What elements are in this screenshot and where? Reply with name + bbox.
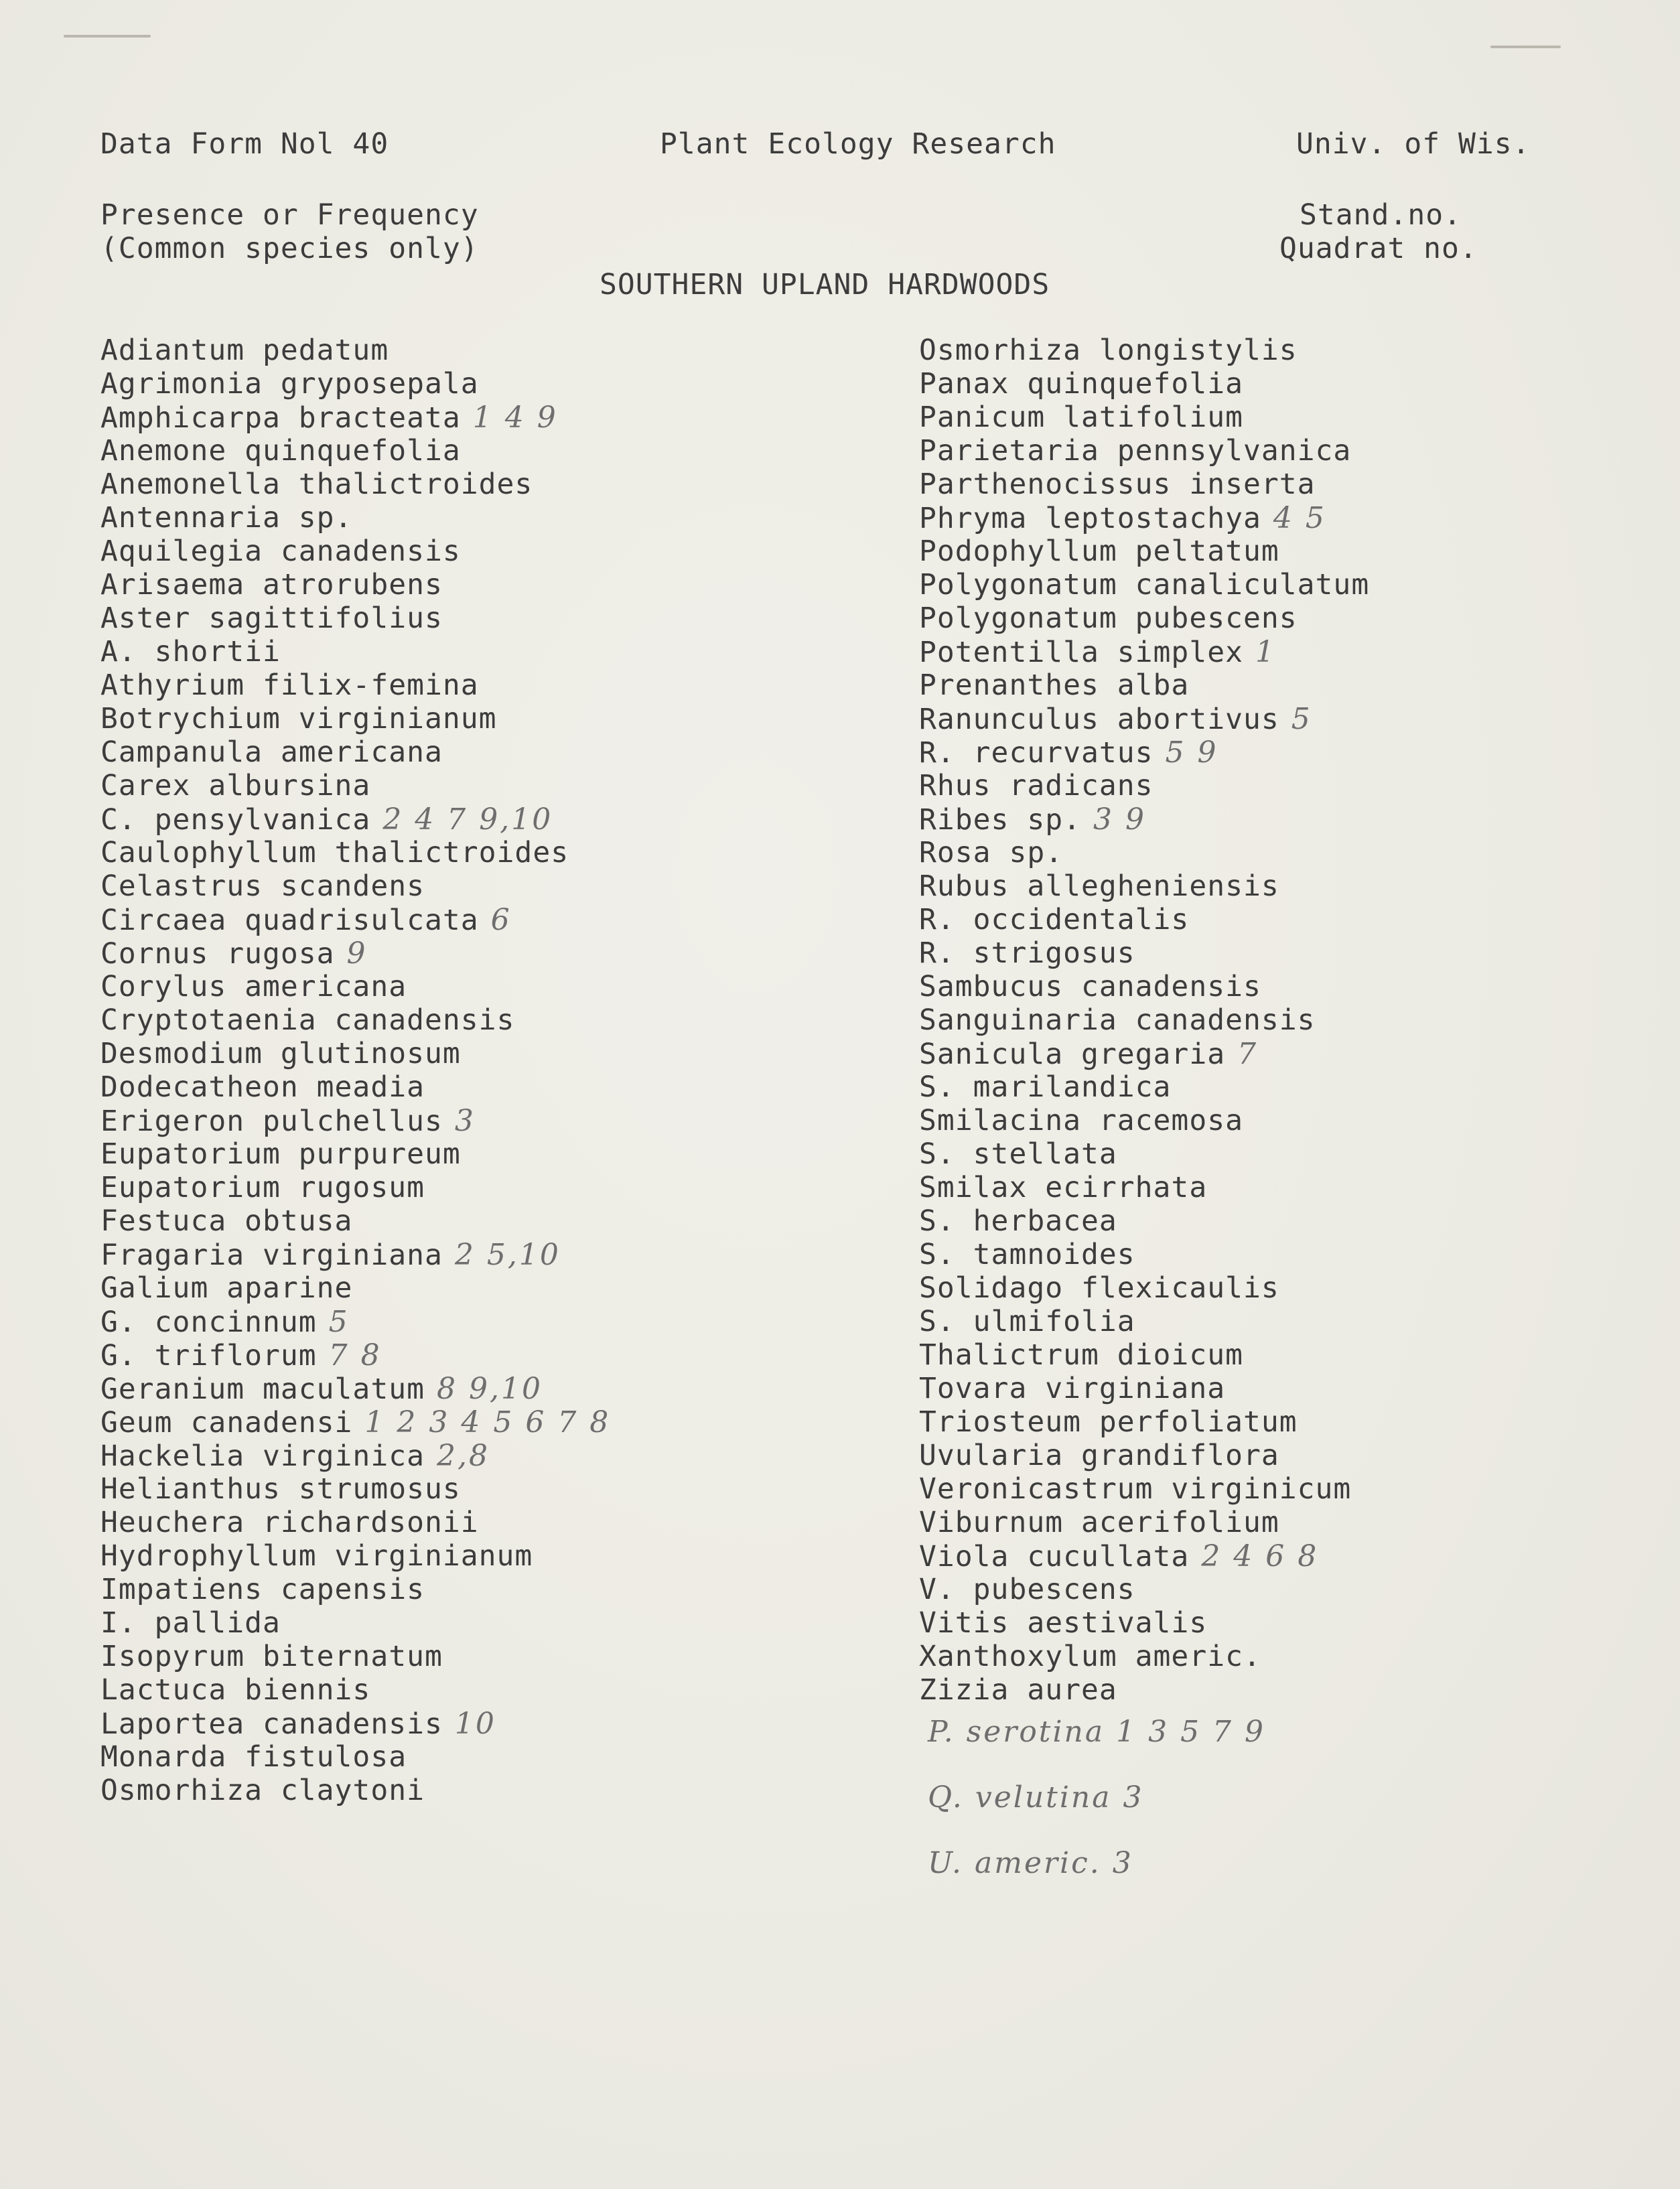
species-row <box>919 1640 1369 1673</box>
species-name: Phryma leptostachya <box>919 502 1261 535</box>
species-name: Sanicula gregaria <box>919 1038 1226 1071</box>
species-row <box>919 568 1369 602</box>
species-name: Galium aparine <box>100 1271 353 1305</box>
species-name: Osmorhiza claytoni <box>100 1774 425 1807</box>
quadrat-tally: 2 4 7 9,10 <box>382 802 553 837</box>
species-row <box>100 903 610 936</box>
species-name: Arisaema atrorubens <box>100 568 443 602</box>
quadrat-tally: 10 <box>454 1707 496 1741</box>
species-row <box>100 702 610 735</box>
quadrat-tally: 1 <box>1255 635 1276 669</box>
species-name: S. marilandica <box>919 1070 1172 1104</box>
species-name: Dodecatheon meadia <box>100 1070 425 1104</box>
presence-label: Presence or Frequency <box>100 198 479 232</box>
quadrat-tally: 2 5,10 <box>454 1238 561 1272</box>
quadrat-tally: 1 4 9 <box>472 401 558 435</box>
species-name: Smilax ecirrhata <box>919 1171 1208 1204</box>
species-name: Campanula americana <box>100 735 443 769</box>
species-name: A. shortii <box>100 635 281 668</box>
species-name: Festuca obtusa <box>100 1204 353 1238</box>
species-name: Potentilla simplex <box>919 636 1243 669</box>
species-row <box>100 635 610 668</box>
species-row <box>100 568 610 602</box>
species-name: Zizia aurea <box>919 1673 1117 1707</box>
species-name: G. concinnum <box>100 1305 317 1339</box>
species-row <box>100 1573 610 1606</box>
species-list-right <box>919 334 1369 1707</box>
species-name: Monarda fistulosa <box>100 1740 407 1774</box>
species-name: Impatiens capensis <box>100 1573 425 1606</box>
species-name: Polygonatum canaliculatum <box>919 568 1370 602</box>
species-name: Desmodium glutinosum <box>100 1037 461 1070</box>
species-name: Polygonatum pubescens <box>919 602 1298 635</box>
species-row <box>919 535 1369 568</box>
species-name: Carex albursina <box>100 769 371 802</box>
species-name: Caulophyllum thalictroides <box>100 836 569 869</box>
paper-mark <box>1490 46 1561 48</box>
species-row <box>919 334 1369 367</box>
species-name: Antennaria sp. <box>100 501 353 535</box>
species-row <box>100 1070 610 1104</box>
paper-mark <box>64 35 151 38</box>
species-row <box>100 802 610 836</box>
species-row <box>100 1506 610 1539</box>
species-name: Triosteum perfoliatum <box>919 1405 1298 1439</box>
quadrat-tally: 9 <box>346 936 368 971</box>
species-row <box>100 1305 610 1338</box>
species-row <box>100 1037 610 1070</box>
species-name: Viola cucullata <box>919 1540 1190 1573</box>
species-name: Parthenocissus inserta <box>919 468 1316 501</box>
species-row <box>919 869 1369 903</box>
species-name: Hackelia virginica <box>100 1439 425 1473</box>
species-row <box>100 735 610 769</box>
species-row <box>919 1003 1369 1037</box>
species-row <box>919 1305 1369 1338</box>
species-row <box>100 1439 610 1472</box>
species-name: Helianthus strumosus <box>100 1472 461 1506</box>
species-row <box>100 1338 610 1372</box>
species-row <box>919 1405 1369 1439</box>
species-name: Uvularia grandiflora <box>919 1439 1279 1472</box>
species-row <box>100 1104 610 1137</box>
handwritten-note: P. serotina 1 3 5 7 9 <box>928 1715 1266 1749</box>
species-row <box>919 602 1369 635</box>
species-name: R. recurvatus <box>919 736 1153 770</box>
species-name: Laportea canadensis <box>100 1707 443 1741</box>
quadrat-tally: 7 <box>1237 1037 1259 1071</box>
species-name: R. strigosus <box>919 936 1135 970</box>
form-number: Data Form Nol 40 <box>100 127 389 161</box>
species-name: Geranium maculatum <box>100 1372 425 1406</box>
species-row <box>100 1606 610 1640</box>
species-row <box>100 869 610 903</box>
species-name: Osmorhiza longistylis <box>919 334 1298 367</box>
species-row <box>919 1606 1369 1640</box>
species-name: C. pensylvanica <box>100 803 371 837</box>
species-row <box>100 836 610 869</box>
species-row <box>919 1037 1369 1070</box>
species-name: Agrimonia gryposepala <box>100 367 479 401</box>
species-name: Aquilegia canadensis <box>100 535 461 568</box>
species-name: G. triflorum <box>100 1339 317 1372</box>
species-row <box>919 1372 1369 1405</box>
species-row <box>919 1506 1369 1539</box>
species-name: Rhus radicans <box>919 769 1153 802</box>
species-row <box>100 334 610 367</box>
species-name: Ranunculus abortivus <box>919 703 1279 736</box>
quadrat-tally: 6 <box>490 903 512 937</box>
species-row <box>919 1137 1369 1171</box>
quadrat-tally: 7 8 <box>328 1338 382 1372</box>
species-row <box>919 401 1369 434</box>
quadrat-tally: 2 4 6 8 <box>1201 1539 1319 1573</box>
species-name: Prenanthes alba <box>919 668 1190 702</box>
species-name: Circaea quadrisulcata <box>100 904 479 937</box>
common-species-note: (Common species only) <box>100 232 479 265</box>
species-row <box>100 1271 610 1305</box>
species-name: V. pubescens <box>919 1573 1135 1606</box>
species-name: Rubus allegheniensis <box>919 869 1279 903</box>
species-name: Isopyrum biternatum <box>100 1640 443 1673</box>
species-name: Lactuca biennis <box>100 1673 371 1707</box>
species-name: Botrychium virginianum <box>100 702 497 735</box>
handwritten-note: U. americ. 3 <box>928 1846 1133 1880</box>
species-name: Podophyllum peltatum <box>919 535 1279 568</box>
species-name: S. ulmifolia <box>919 1305 1135 1338</box>
species-name: S. tamnoides <box>919 1238 1135 1271</box>
handwritten-note: Q. velutina 3 <box>928 1780 1144 1815</box>
species-name: Celastrus scandens <box>100 869 425 903</box>
species-row <box>919 501 1369 535</box>
species-name: Ribes sp. <box>919 803 1081 837</box>
species-name: Solidago flexicaulis <box>919 1271 1279 1305</box>
species-row <box>919 1338 1369 1372</box>
species-name: I. pallida <box>100 1606 281 1640</box>
species-row <box>919 970 1369 1003</box>
species-name: Smilacina racemosa <box>919 1104 1243 1137</box>
quadrat-tally: 4 5 <box>1273 501 1326 535</box>
species-row <box>100 936 610 970</box>
species-row <box>919 434 1369 468</box>
species-row <box>100 1472 610 1506</box>
species-name: S. stellata <box>919 1137 1117 1171</box>
species-name: Cornus rugosa <box>100 937 335 971</box>
species-name: Hydrophyllum virginianum <box>100 1539 533 1573</box>
species-name: Eupatorium purpureum <box>100 1137 461 1171</box>
species-name: Adiantum pedatum <box>100 334 389 367</box>
species-row <box>919 702 1369 735</box>
quadrat-tally: 2,8 <box>437 1439 490 1473</box>
species-name: Veronicastrum virginicum <box>919 1472 1352 1506</box>
handwritten-notes <box>928 1715 1265 1912</box>
species-row <box>100 1740 610 1774</box>
species-row <box>919 735 1369 769</box>
species-row <box>919 1271 1369 1305</box>
species-name: Sanguinaria canadensis <box>919 1003 1316 1037</box>
species-row <box>100 602 610 635</box>
species-row <box>100 1204 610 1238</box>
quadrat-tally: 3 <box>454 1104 476 1138</box>
species-row <box>919 1439 1369 1472</box>
species-name: Aster sagittifolius <box>100 602 443 635</box>
quadrat-tally: 3 9 <box>1093 802 1146 837</box>
species-row <box>100 535 610 568</box>
species-name: S. herbacea <box>919 1204 1117 1238</box>
species-list-left <box>100 334 610 1807</box>
species-name: Anemonella thalictroides <box>100 468 533 501</box>
species-name: Vitis aestivalis <box>919 1606 1208 1640</box>
species-name: Parietaria pennsylvanica <box>919 434 1352 468</box>
species-row <box>100 970 610 1003</box>
species-name: Erigeron pulchellus <box>100 1105 443 1138</box>
species-name: Eupatorium rugosum <box>100 1171 425 1204</box>
species-row <box>919 936 1369 970</box>
species-name: Heuchera richardsonii <box>100 1506 479 1539</box>
project-title: Plant Ecology Research <box>660 127 1056 161</box>
species-row <box>100 1774 610 1807</box>
species-row <box>919 668 1369 702</box>
species-row <box>919 1673 1369 1707</box>
species-row <box>100 1137 610 1171</box>
species-row <box>100 668 610 702</box>
species-name: Anemone quinquefolia <box>100 434 461 468</box>
species-row <box>919 769 1369 802</box>
species-row <box>919 635 1369 668</box>
species-name: Corylus americana <box>100 970 407 1003</box>
species-row <box>919 1472 1369 1506</box>
species-name: Thalictrum dioicum <box>919 1338 1243 1372</box>
species-row <box>919 1573 1369 1606</box>
university: Univ. of Wis. <box>1296 127 1531 161</box>
species-row <box>100 1405 610 1439</box>
species-name: Rosa sp. <box>919 836 1064 869</box>
species-row <box>100 367 610 401</box>
quadrat-tally: 8 9,10 <box>437 1372 543 1406</box>
stand-number-label: Stand.no. <box>1300 198 1462 232</box>
species-name: Xanthoxylum americ. <box>919 1640 1261 1673</box>
species-row <box>100 468 610 501</box>
species-row <box>100 1640 610 1673</box>
species-row <box>919 836 1369 869</box>
species-row <box>100 769 610 802</box>
species-name: Amphicarpa bracteata <box>100 401 461 435</box>
species-row <box>100 1003 610 1037</box>
quadrat-tally: 1 2 3 4 5 6 7 8 <box>364 1405 611 1439</box>
quadrat-tally: 5 9 <box>1165 735 1218 770</box>
species-row <box>100 1171 610 1204</box>
species-row <box>100 401 610 434</box>
species-row <box>919 802 1369 836</box>
species-name: Geum canadensi <box>100 1406 353 1439</box>
species-row <box>919 367 1369 401</box>
species-name: Cryptotaenia canadensis <box>100 1003 515 1037</box>
species-name: Tovara virginiana <box>919 1372 1226 1405</box>
species-row <box>919 1204 1369 1238</box>
quadrat-tally: 5 <box>1291 702 1312 736</box>
species-row <box>919 468 1369 501</box>
quadrat-tally: 5 <box>328 1305 350 1339</box>
species-name: Panicum latifolium <box>919 401 1243 434</box>
species-row <box>919 1238 1369 1271</box>
species-row <box>919 1104 1369 1137</box>
species-name: Viburnum acerifolium <box>919 1506 1279 1539</box>
species-row <box>100 1372 610 1405</box>
species-row <box>100 1238 610 1271</box>
species-row <box>919 903 1369 936</box>
species-row <box>100 1707 610 1740</box>
species-row <box>100 1539 610 1573</box>
species-name: Athyrium filix-femina <box>100 668 479 702</box>
species-row <box>919 1539 1369 1573</box>
species-row <box>100 501 610 535</box>
quadrat-number-label: Quadrat no. <box>1279 232 1478 265</box>
species-name: Panax quinquefolia <box>919 367 1243 401</box>
species-name: R. occidentalis <box>919 903 1190 936</box>
species-row <box>100 1673 610 1707</box>
community-title: SOUTHERN UPLAND HARDWOODS <box>600 268 1050 301</box>
species-row <box>919 1070 1369 1104</box>
species-name: Fragaria virginiana <box>100 1239 443 1272</box>
species-row <box>919 1171 1369 1204</box>
species-row <box>100 434 610 468</box>
species-name: Sambucus canadensis <box>919 970 1261 1003</box>
